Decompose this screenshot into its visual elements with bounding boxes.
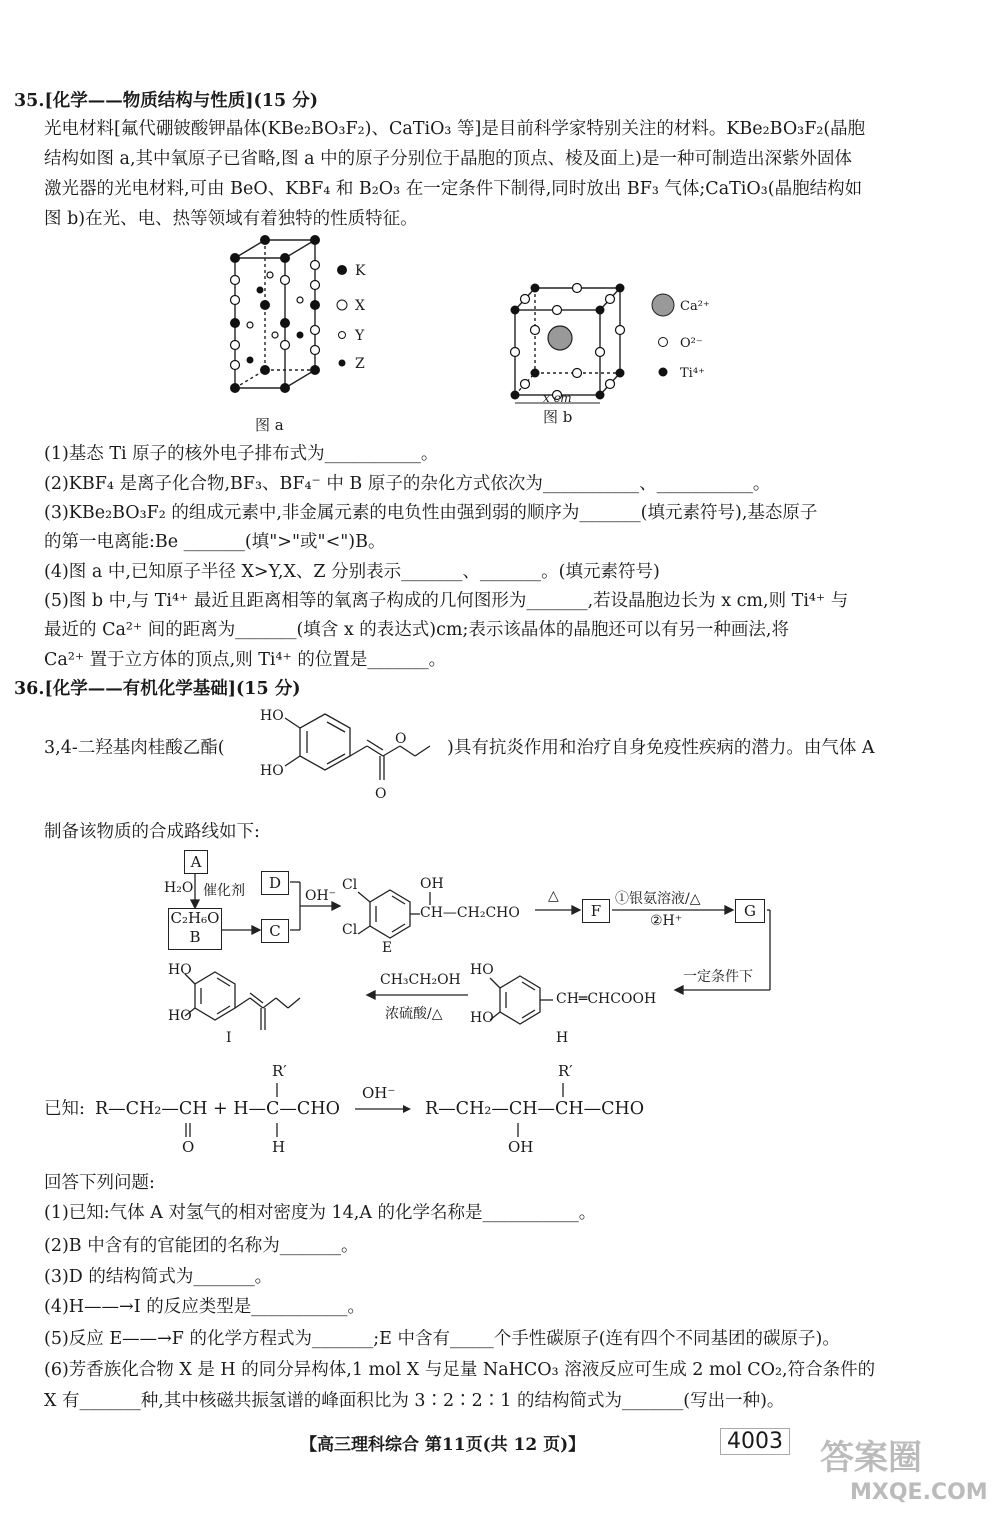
known-h: H [272, 1138, 286, 1156]
route-water: H₂O [164, 880, 194, 896]
route-catalyst: 催化剂 [203, 883, 245, 899]
q35-question: (3)KBe₂BO₃F₂ 的组成元素中,非金属元素的电负性由强到弱的顺序为_______(填元素符号),基态原子 [44, 503, 818, 523]
q35-heading: 35.[化学——物质结构与性质](15 分) [14, 91, 319, 111]
q35-question: (5)图 b 中,与 Ti⁴⁺ 最近且距离相等的氧离子构成的几何图形为_______,若设晶胞边长为 x cm,则 Ti⁴⁺ 与 [44, 591, 849, 611]
compound-b-box [168, 908, 222, 950]
legend-x: X [355, 298, 365, 314]
paper-code: 4003 [720, 1428, 790, 1455]
route-sulfuric: 浓硫酸/△ [385, 1006, 443, 1022]
known-right: R—CH₂—CH—CH—CHO [425, 1099, 645, 1119]
route-ethanol: CH₃CH₂OH [380, 972, 461, 988]
known-label: 已知: [44, 1099, 85, 1119]
h-chain: CH═CHCOOH [556, 991, 657, 1007]
h-ho-1: HO [470, 962, 494, 978]
known-rprime2: R′ [558, 1062, 573, 1080]
q35-intro-line: 结构如图 a,其中氧原子已省略,图 a 中的原子分别位于晶胞的顶点、棱及面上)是一种可制造出深紫外固体 [44, 149, 853, 169]
route-heat: △ [548, 888, 559, 904]
q36-intro2: 制备该物质的合成路线如下: [44, 822, 260, 842]
q36-question: (4)H——→I 的反应类型是___________。 [44, 1297, 365, 1317]
svg-text:HO: HO [260, 708, 284, 724]
e-label: E [382, 940, 393, 956]
compound-f-box: F [582, 899, 610, 923]
legend-o: O²⁻ [680, 336, 703, 351]
route-condition: 一定条件下 [683, 969, 753, 985]
q35-question: Ca²⁺ 置于立方体的顶点,则 Ti⁴⁺ 的位置是_______。 [44, 650, 447, 670]
q35-question: (2)KBF₄ 是离子化合物,BF₃、BF₄⁻ 中 B 原子的杂化方式依次为___________、___________。 [44, 474, 771, 494]
q36-intro-left: 3,4-二羟基肉桂酸乙酯( [44, 738, 225, 758]
route-tollens: ①银氨溶液/△ [615, 891, 701, 907]
e-cl-2: Cl [342, 922, 358, 938]
q36-question: (1)已知:气体 A 对氢气的相对密度为 14,A 的化学名称是___________。 [44, 1203, 597, 1223]
known-bonds [0, 1075, 700, 1155]
compound-a-box: A [184, 850, 208, 874]
svg-text:O: O [375, 786, 387, 802]
e-chain: CH—CH₂CHO [420, 905, 520, 921]
e-cl-1: Cl [342, 877, 358, 893]
legend-ti: Ti⁴⁺ [680, 366, 705, 381]
figure-a-caption: 图 a [255, 416, 284, 434]
q36-question: (2)B 中含有的官能团的名称为_______。 [44, 1236, 359, 1256]
compound-g-box: G [735, 899, 765, 923]
legend-y: Y [355, 328, 365, 344]
known-left: R—CH₂—CH + H—C—CHO [95, 1099, 340, 1119]
compound-c-box: C [261, 919, 289, 943]
q36-heading: 36.[化学——有机化学基础](15 分) [14, 679, 301, 699]
i-ho-2: HO [168, 1008, 192, 1024]
h-label: H [556, 1030, 569, 1046]
h-ho-2: HO [470, 1010, 494, 1026]
q35-question: (1)基态 Ti 原子的核外电子排布式为___________。 [44, 444, 439, 464]
q35-intro-line: 图 b)在光、电、热等领域有着独特的性质特征。 [44, 209, 418, 229]
q35-intro-line: 光电材料[氟代硼铍酸钾晶体(KBe₂BO₃F₂)、CaTiO₃ 等]是目前科学家特别关注的材料。KBe₂BO₃F₂(晶胞 [44, 119, 866, 139]
q35-question: (4)图 a 中,已知原子半径 X>Y,X、Z 分别表示_______、_______。(填元素符号) [44, 562, 660, 582]
answer-prompt: 回答下列问题: [44, 1173, 155, 1193]
q36-question: (6)芳香族化合物 X 是 H 的同分异构体,1 mol X 与足量 NaHCO₃ 溶液反应可生成 2 mol CO₂,符合条件的 [44, 1360, 876, 1380]
b-formula: C₂H₆O [170, 909, 220, 927]
known-oh: OH [508, 1138, 534, 1156]
i-ho-1: HO [168, 962, 192, 978]
i-label: I [226, 1030, 232, 1046]
known-reagent: OH⁻ [362, 1084, 396, 1102]
svg-text:O: O [395, 731, 407, 747]
q36-question: (5)反应 E——→F 的化学方程式为_______;E 中含有_____个手性碳原子(连有四个不同基团的碳原子)。 [44, 1329, 840, 1349]
q36-question: (3)D 的结构简式为_______。 [44, 1267, 273, 1287]
known-rprime: R′ [272, 1062, 287, 1080]
e-oh: OH [420, 876, 444, 892]
legend-ca: Ca²⁺ [680, 299, 710, 314]
known-o: O [182, 1138, 195, 1156]
page-footer: 【高三理科综合 第11页(共 12 页)】 [300, 1435, 586, 1455]
q36-question: X 有_______种,其中核磁共振氢谱的峰面积比为 3∶2∶2∶1 的结构简式为_______(写出一种)。 [44, 1391, 785, 1411]
q35-intro-line: 激光器的光电材料,可由 BeO、KBF₄ 和 B₂O₃ 在一定条件下制得,同时放出 BF₃ 气体;CaTiO₃(晶胞结构如 [44, 179, 863, 199]
route-base: OH⁻ [305, 888, 337, 904]
watermark-logo: 答案圈 [820, 1438, 922, 1478]
edge-label: x cm [543, 391, 572, 405]
route-acid: ②H⁺ [650, 913, 683, 929]
legend-z: Z [355, 356, 365, 372]
figure-b-caption: 图 b [543, 408, 573, 426]
compound-d-box: D [261, 871, 289, 895]
b-label: B [189, 928, 201, 946]
legend-k: K [355, 263, 366, 279]
svg-text:HO: HO [260, 763, 284, 779]
watermark-site: MXQE.COM [850, 1480, 988, 1505]
q36-intro-right: )具有抗炎作用和治疗自身免疫性疾病的潜力。由气体 A [447, 738, 875, 758]
q35-question: 最近的 Ca²⁺ 间的距离为_______(填含 x 的表达式)cm;表示该晶体的晶胞还可以有另一种画法,将 [44, 620, 789, 640]
q35-question: 的第一电离能:Be _______(填">"或"<")B。 [44, 532, 386, 552]
